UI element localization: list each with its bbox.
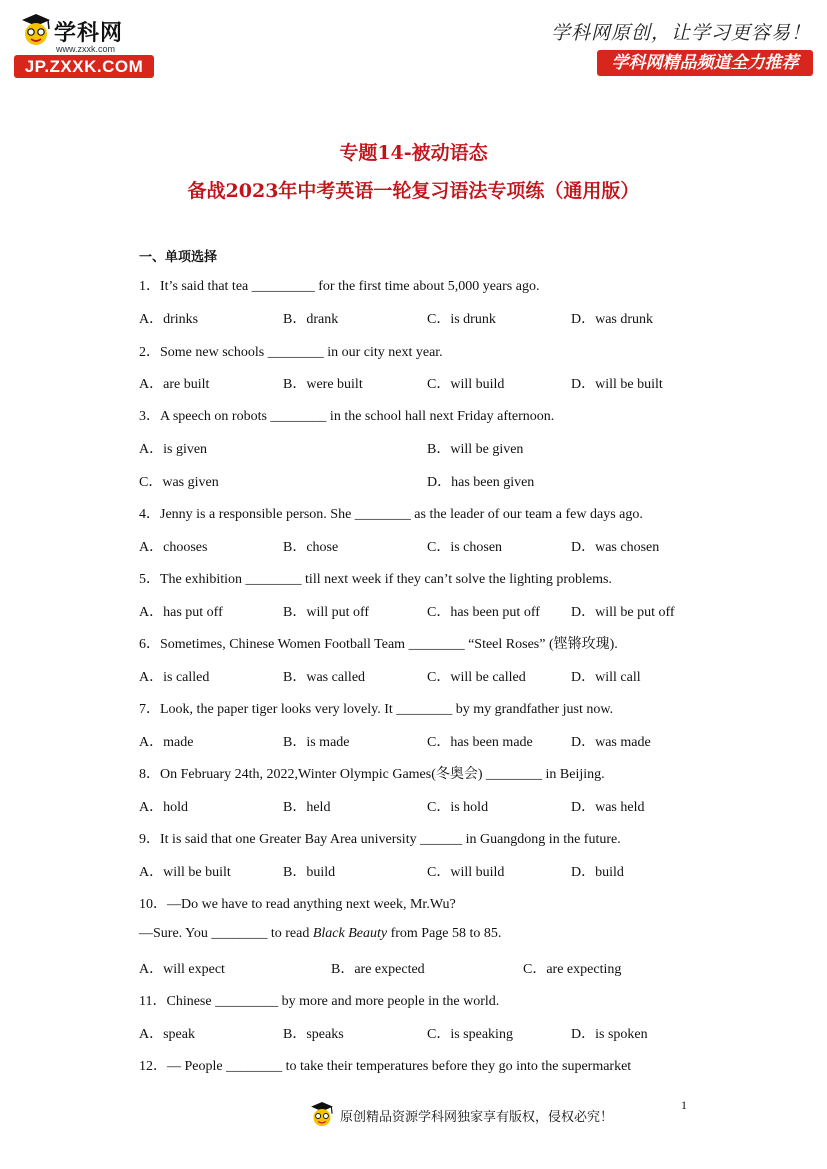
option: B．drank xyxy=(283,312,339,327)
option: C．will be called xyxy=(427,670,526,685)
question-2-options xyxy=(139,373,739,393)
question-10-stem: 10．—Do we have to read anything next week, Mr.Wu? xyxy=(139,897,456,912)
doc-title: 专题14-被动语态 xyxy=(339,142,488,164)
question-10-reply xyxy=(139,926,501,942)
option: D．is spoken xyxy=(571,1027,648,1042)
question-12-stem: 12．— People ________ to take their temperatures before they go into the supermarket xyxy=(139,1059,632,1074)
option: A．made xyxy=(139,735,194,750)
option: A．speak xyxy=(139,1027,195,1042)
option: C．has been put off xyxy=(427,605,540,620)
option: B．will be given xyxy=(427,442,524,457)
question-10-options xyxy=(139,958,739,978)
question-3-stem: 3．A speech on robots ________ in the school hall next Friday afternoon. xyxy=(139,409,555,424)
option: C．are expecting xyxy=(523,962,622,977)
option: C．will build xyxy=(427,865,505,880)
question-7-options xyxy=(139,731,739,751)
question-3-options-row1 xyxy=(139,438,739,458)
recommend-banner[interactable]: 学科网精品频道全力推荐 xyxy=(597,50,813,76)
reply-text: from Page 58 to 85. xyxy=(387,926,502,941)
page-number: 1 xyxy=(681,1098,687,1112)
question-1-stem: 1．It’s said that tea _________ for the first time about 5,000 years ago. xyxy=(139,279,540,294)
option: A．has put off xyxy=(139,605,223,620)
header-slogan: 学科网原创，让学习更容易！ xyxy=(550,22,811,44)
mascot-icon xyxy=(308,1100,336,1132)
option: A．are built xyxy=(139,377,210,392)
section-heading: 一、单项选择 xyxy=(139,250,218,265)
mascot-icon xyxy=(18,12,54,52)
option: B．chose xyxy=(283,540,339,555)
question-2-stem: 2．Some new schools ________ in our city next year. xyxy=(139,345,443,360)
option: D．was made xyxy=(571,735,651,750)
question-1-options xyxy=(139,308,739,328)
question-8-stem: 8．On February 24th, 2022,Winter Olympic Games(冬奥会) ________ in Beijing. xyxy=(139,767,605,782)
option: C．is hold xyxy=(427,800,489,815)
option: B．held xyxy=(283,800,331,815)
question-6-stem: 6．Sometimes, Chinese Women Football Team ________ “Steel Roses” (铿锵玫瑰). xyxy=(139,637,618,652)
option: D．will call xyxy=(571,670,641,685)
option: C．is speaking xyxy=(427,1027,513,1042)
option: A．hold xyxy=(139,800,188,815)
question-5-options xyxy=(139,601,739,621)
option: A．drinks xyxy=(139,312,199,327)
option: B．speaks xyxy=(283,1027,344,1042)
option: B．is made xyxy=(283,735,350,750)
logo-url: www.zxxk.com xyxy=(56,44,116,54)
question-9-stem: 9．It is said that one Greater Bay Area university ______ in Guangdong in the future. xyxy=(139,832,621,847)
option: C．has been made xyxy=(427,735,533,750)
question-4-stem: 4．Jenny is a responsible person. She ________ as the leader of our team a few days ago. xyxy=(139,507,643,522)
copyright-notice: 原创精品资源学科网独家享有版权，侵权必究！ xyxy=(340,1110,614,1125)
option: A．is given xyxy=(139,442,208,457)
reply-text: —Sure. You ________ to read xyxy=(139,926,313,941)
option: D．will be built xyxy=(571,377,663,392)
option: D．was drunk xyxy=(571,312,654,327)
question-5-stem: 5．The exhibition ________ till next week if they can’t solve the lighting problems. xyxy=(139,572,612,587)
option: B．were built xyxy=(283,377,363,392)
question-3-options-row2 xyxy=(139,471,739,491)
doc-subtitle: 备战2023年中考英语一轮复习语法专项练（通用版） xyxy=(187,180,640,202)
logo-text: 学科网 xyxy=(54,21,124,46)
option: D．build xyxy=(571,865,624,880)
option: B．was called xyxy=(283,670,366,685)
question-11-stem: 11．Chinese _________ by more and more people in the world. xyxy=(139,994,500,1009)
option: C．is drunk xyxy=(427,312,496,327)
option: D．was chosen xyxy=(571,540,660,555)
question-4-options xyxy=(139,536,739,556)
option: A．will expect xyxy=(139,962,225,977)
option: A．chooses xyxy=(139,540,208,555)
question-11-options xyxy=(139,1023,739,1043)
question-7-stem: 7．Look, the paper tiger looks very lovely. It ________ by my grandfather just now. xyxy=(139,702,614,717)
book-title: Black Beauty xyxy=(312,926,388,941)
question-9-options xyxy=(139,861,739,881)
logo-banner[interactable]: JP.ZXXK.COM xyxy=(14,55,154,78)
option: C．is chosen xyxy=(427,540,503,555)
question-6-options xyxy=(139,666,739,686)
option: A．will be built xyxy=(139,865,231,880)
option: D．will be put off xyxy=(571,605,675,620)
option: A．is called xyxy=(139,670,210,685)
question-8-options xyxy=(139,796,739,816)
site-logo[interactable] xyxy=(14,12,164,80)
option: B．are expected xyxy=(331,962,425,977)
option: C．will build xyxy=(427,377,505,392)
option: C．was given xyxy=(139,475,219,490)
option: D．was held xyxy=(571,800,645,815)
option: B．will put off xyxy=(283,605,370,620)
option: D．has been given xyxy=(427,475,535,490)
option: B．build xyxy=(283,865,336,880)
